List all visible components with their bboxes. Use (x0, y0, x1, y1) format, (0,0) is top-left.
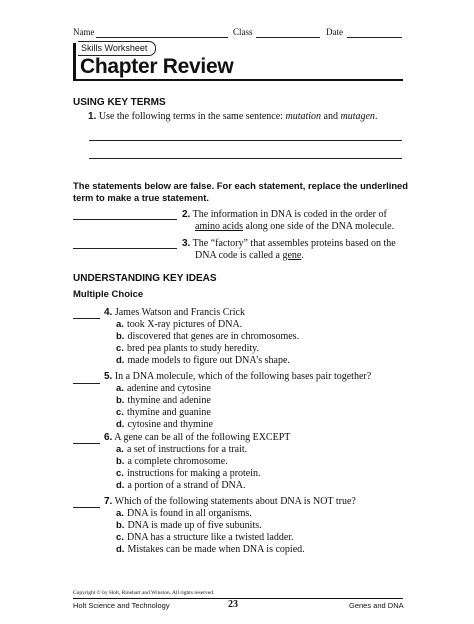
option-4c: c. bred pea plants to study heredity. (116, 343, 260, 354)
option-7b: b. DNA is made up of five subunits. (116, 520, 262, 531)
copyright-notice: Copyright © by Holt, Rinehart and Winston. All rights reserved. (73, 590, 215, 596)
answer-blank-4[interactable] (73, 318, 100, 319)
option-7a: a. DNA is found in all organisms. (116, 508, 252, 519)
option-5a: a. adenine and cytosine (116, 383, 211, 394)
section-heading-key-ideas: UNDERSTANDING KEY IDEAS (73, 273, 217, 284)
page-number: 23 (228, 599, 238, 610)
answer-blank-7[interactable] (73, 507, 100, 508)
class-blank[interactable] (256, 37, 320, 38)
option-5c: c. thymine and guanine (116, 407, 211, 418)
option-5d: d. cytosine and thymine (116, 419, 213, 430)
underlined-term-gene: gene (282, 250, 302, 261)
underlined-term-amino-acids: amino acids (195, 221, 244, 232)
date-blank[interactable] (347, 37, 402, 38)
question-3-line2 (195, 250, 410, 263)
question-1-text: Use the following terms in the same sentence: (98, 111, 286, 122)
option-5b: b. thymine and adenine (116, 395, 211, 406)
question-3-number: 3. (182, 238, 191, 249)
question-2-line2 (195, 221, 410, 234)
question-4-number: 4. (104, 307, 113, 318)
question-7-options (116, 508, 305, 556)
question-4-text: James Watson and Francis Crick (114, 307, 245, 318)
question-3-end: . (301, 250, 304, 261)
question-5-number: 5. (104, 371, 113, 382)
question-5-text: In a DNA molecule, which of the following bases pair together? (114, 371, 372, 382)
answer-blank-6[interactable] (73, 443, 100, 444)
option-6b: b. a complete chromosome. (116, 456, 228, 467)
section-heading-key-terms: USING KEY TERMS (73, 97, 166, 108)
name-blank[interactable] (96, 37, 228, 38)
page-title: Chapter Review (80, 55, 234, 78)
subheading-multiple-choice: Multiple Choice (73, 289, 144, 300)
title-rule-horizontal (73, 79, 403, 81)
option-6c: c. instructions for making a protein. (116, 468, 261, 479)
question-4-options (116, 319, 299, 367)
question-5-options (116, 383, 213, 431)
footer-chapter-title: Genes and DNA (349, 601, 404, 610)
footer-rule (73, 598, 403, 599)
question-4 (104, 307, 404, 320)
question-5 (104, 371, 414, 384)
answer-blank-5[interactable] (73, 383, 100, 384)
question-3-line1: The “factory” that assembles proteins based on the (192, 238, 396, 249)
option-7d: d. Mistakes can be made when DNA is copied. (116, 544, 305, 555)
option-7c: c. DNA has a structure like a twisted ladder. (116, 532, 294, 543)
skills-worksheet-badge: Skills Worksheet (78, 41, 156, 56)
question-1-and: and (321, 111, 341, 122)
option-6d: d. a portion of a strand of DNA. (116, 480, 246, 491)
question-2-line1: The information in DNA is coded in the order of (192, 209, 387, 220)
option-6a: a. a set of instructions for a trait. (116, 444, 248, 455)
option-4b: b. discovered that genes are in chromosomes. (116, 331, 300, 342)
question-7 (104, 496, 414, 509)
class-label: Class (233, 27, 253, 37)
question-2 (182, 209, 407, 222)
question-6 (104, 432, 404, 445)
answer-line-1[interactable] (89, 140, 402, 141)
false-statements-instructions: The statements below are false. For each statement, replace the underlined term to make a true statement. (73, 180, 409, 203)
question-7-number: 7. (104, 496, 113, 507)
question-7-text: Which of the following statements about DNA is NOT true? (114, 496, 356, 507)
question-3 (182, 238, 407, 251)
question-6-text: A gene can be all of the following EXCEPT (114, 432, 291, 443)
option-4d: d. made models to figure out DNA’s shape. (116, 355, 290, 366)
question-6-options (116, 444, 261, 492)
footer-book-title: Holt Science and Technology (73, 601, 170, 610)
question-6-number: 6. (104, 432, 113, 443)
answer-blank-2[interactable] (73, 219, 177, 220)
title-rule-vertical (73, 43, 76, 81)
question-2-line2-rest: along one side of the DNA molecule. (243, 221, 395, 232)
question-3-line2-pre: DNA code is called a (195, 250, 283, 261)
answer-line-2[interactable] (89, 158, 402, 159)
date-label: Date (326, 27, 343, 37)
option-4a: a. took X-ray pictures of DNA. (116, 319, 243, 330)
question-1-number: 1. (88, 111, 97, 122)
question-2-number: 2. (182, 209, 191, 220)
name-label: Name (73, 27, 95, 37)
answer-blank-3[interactable] (73, 248, 177, 249)
term-mutation: mutation (285, 111, 322, 122)
question-1 (88, 111, 408, 124)
term-mutagen: mutagen (340, 111, 375, 122)
question-1-end: . (374, 111, 378, 122)
